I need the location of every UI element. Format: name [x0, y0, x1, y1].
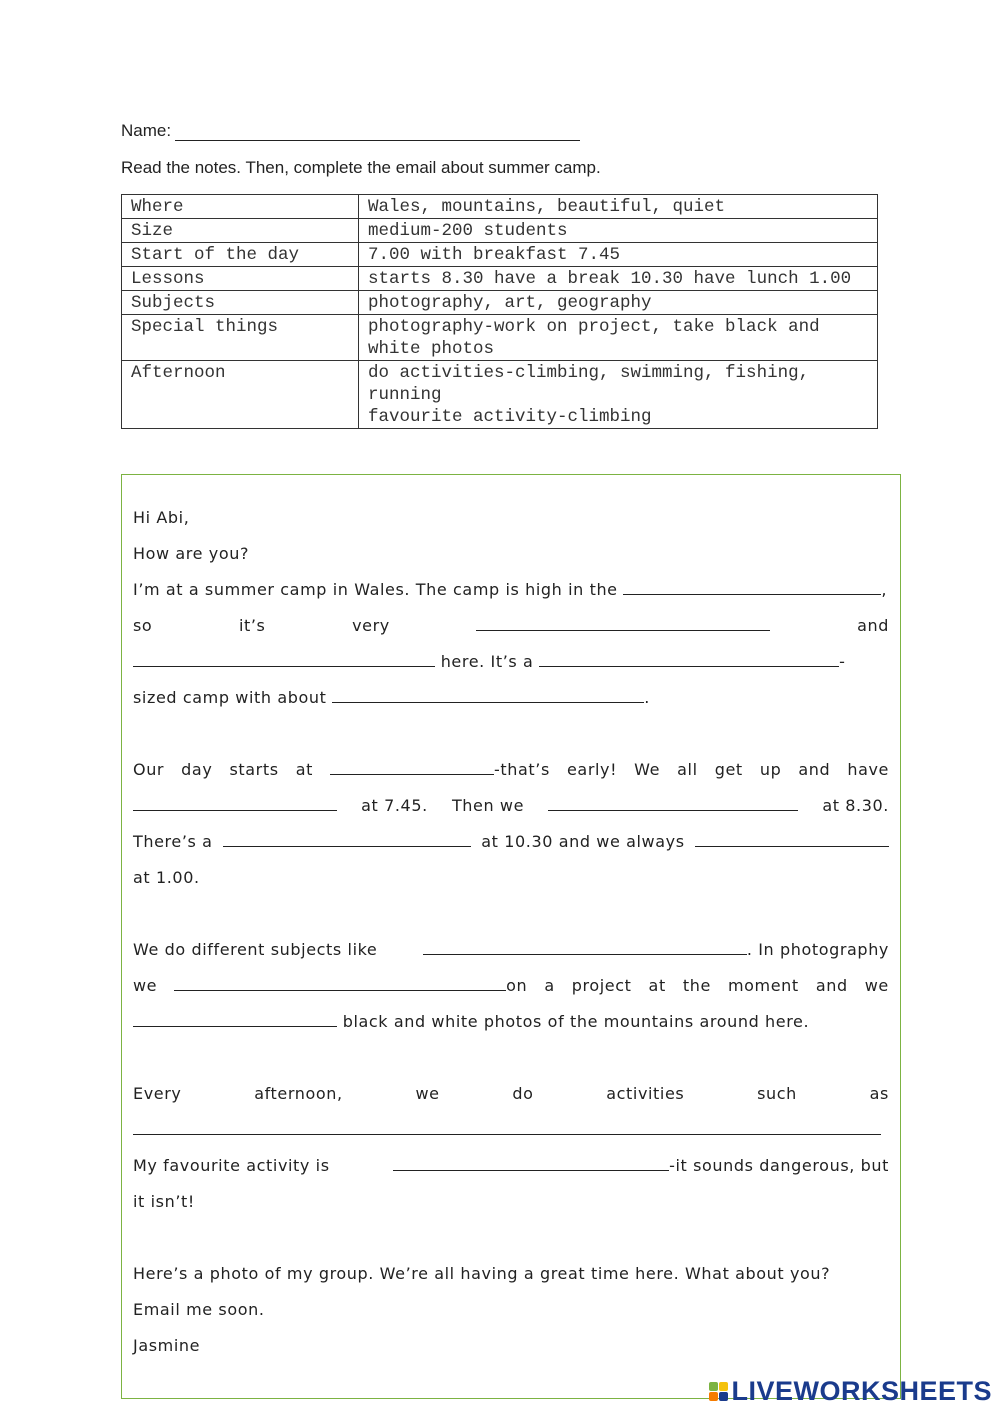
- email-text: My favourite activity is: [133, 1156, 330, 1175]
- table-row: [122, 195, 878, 219]
- email-line: [133, 580, 887, 600]
- notes-value: Wales, mountains, beautiful, quiet: [359, 195, 878, 219]
- email-text: do: [512, 1084, 534, 1103]
- email-line: [133, 652, 845, 672]
- name-label: Name:: [121, 121, 172, 140]
- answer-blank-lessons[interactable]: [548, 796, 798, 811]
- email-line: [133, 976, 889, 996]
- table-row: [122, 243, 878, 267]
- email-line: [133, 760, 889, 780]
- email-line: Email me soon.: [133, 1300, 265, 1319]
- email-box: [121, 474, 901, 1399]
- email-line: it isn’t!: [133, 1192, 195, 1211]
- notes-value: photography, art, geography: [359, 291, 878, 315]
- answer-blank-breakfast[interactable]: [133, 796, 337, 811]
- notes-table: [121, 194, 878, 429]
- notes-value: 7.00 with breakfast 7.45: [359, 243, 878, 267]
- email-text: -that’s: [494, 760, 550, 779]
- email-line: [133, 796, 889, 816]
- notes-key: Lessons: [122, 267, 359, 291]
- email-line: [133, 832, 889, 852]
- email-text: at: [648, 976, 666, 995]
- email-text: all: [677, 760, 698, 779]
- table-row: [122, 219, 878, 243]
- name-blank[interactable]: [175, 124, 580, 141]
- notes-value-line: do activities-climbing, swimming, fishing, running: [368, 363, 810, 405]
- answer-blank-students[interactable]: [332, 688, 644, 703]
- answer-blank-activities[interactable]: [133, 1120, 881, 1135]
- email-line: [133, 1084, 889, 1104]
- email-text: here. It’s a: [440, 652, 534, 671]
- email-text: at: [295, 760, 313, 779]
- email-text: Then we: [451, 796, 525, 815]
- answer-blank-take[interactable]: [133, 1012, 337, 1027]
- email-text: we: [415, 1084, 440, 1103]
- email-text: at 8.30.: [822, 796, 889, 815]
- email-how-are-you: How are you?: [133, 544, 250, 563]
- answer-blank-mountains[interactable]: [623, 580, 881, 595]
- email-text: at 10.30 and we always: [481, 832, 685, 851]
- email-text: it’s: [238, 616, 266, 635]
- email-line: [133, 1012, 809, 1032]
- email-text: early!: [566, 760, 618, 779]
- answer-blank-start-time[interactable]: [330, 760, 494, 775]
- notes-key: Afternoon: [122, 361, 359, 429]
- email-text: project: [571, 976, 632, 995]
- email-text: -: [839, 652, 846, 671]
- email-text: at 7.45.: [361, 796, 428, 815]
- table-row: [122, 315, 878, 361]
- email-text: and: [815, 976, 848, 995]
- liveworksheets-logo: [709, 1376, 992, 1407]
- email-text: .: [644, 688, 650, 707]
- email-line: Here’s a photo of my group. We’re all having a great time here. What about you?: [133, 1264, 831, 1283]
- notes-key: Where: [122, 195, 359, 219]
- table-row: [122, 267, 878, 291]
- email-text: a: [544, 976, 555, 995]
- logo-mark-icon: [709, 1382, 728, 1401]
- notes-key: Size: [122, 219, 359, 243]
- email-text: -it sounds dangerous, but: [669, 1156, 889, 1175]
- email-text: on: [506, 976, 528, 995]
- email-text: as: [869, 1084, 889, 1103]
- answer-blank-subjects[interactable]: [423, 940, 747, 955]
- email-text: up: [759, 760, 782, 779]
- notes-value: [359, 361, 878, 429]
- email-text: There’s a: [133, 832, 213, 851]
- email-greeting: Hi Abi,: [133, 508, 190, 527]
- notes-value-line: favourite activity-climbing: [368, 407, 652, 427]
- email-text: We: [634, 760, 661, 779]
- email-text: . In photography: [746, 940, 889, 959]
- email-text: afternoon,: [254, 1084, 343, 1103]
- answer-blank-lunch[interactable]: [695, 832, 889, 847]
- answer-blank-quiet[interactable]: [133, 652, 435, 667]
- email-line: at 1.00.: [133, 868, 200, 887]
- email-line: [133, 688, 650, 708]
- email-text: so: [133, 616, 153, 635]
- email-text: I’m at a summer camp in Wales. The camp is high in the: [133, 580, 618, 599]
- table-row: [122, 361, 878, 429]
- email-line: [133, 1156, 889, 1176]
- notes-key: Start of the day: [122, 243, 359, 267]
- notes-value: medium-200 students: [359, 219, 878, 243]
- email-text: sized camp with about: [133, 688, 327, 707]
- email-text: We do different subjects like: [133, 940, 378, 959]
- email-line: [133, 616, 889, 636]
- email-text: such: [757, 1084, 797, 1103]
- answer-blank-break[interactable]: [223, 832, 471, 847]
- instructions: Read the notes. Then, complete the email about summer camp.: [121, 158, 601, 177]
- email-text: very: [352, 616, 390, 635]
- email-text: Our: [133, 760, 165, 779]
- table-row: [122, 291, 878, 315]
- email-text: starts: [229, 760, 279, 779]
- notes-value: photography-work on project, take black and white photos: [359, 315, 878, 361]
- email-text: and: [857, 616, 889, 635]
- notes-value: starts 8.30 have a break 10.30 have lunch 1.00: [359, 267, 878, 291]
- answer-blank-favourite[interactable]: [393, 1156, 669, 1171]
- email-text: and: [798, 760, 831, 779]
- email-text: have: [847, 760, 889, 779]
- notes-key: Special things: [122, 315, 359, 361]
- notes-key: Subjects: [122, 291, 359, 315]
- email-text: we: [864, 976, 889, 995]
- email-line: [133, 1120, 881, 1140]
- email-text: the: [682, 976, 711, 995]
- email-text: ,: [881, 580, 888, 599]
- email-line: [133, 940, 889, 960]
- logo-text: LIVEWORKSHEETS: [731, 1376, 992, 1406]
- email-text: moment: [727, 976, 799, 995]
- answer-blank-beautiful[interactable]: [476, 616, 770, 631]
- email-text: we: [133, 976, 158, 995]
- answer-blank-medium[interactable]: [539, 652, 839, 667]
- email-text: black and white photos of the mountains around here.: [342, 1012, 810, 1031]
- email-text: get: [714, 760, 743, 779]
- email-signoff: Jasmine: [133, 1336, 201, 1355]
- email-text: activities: [606, 1084, 685, 1103]
- email-text: day: [181, 760, 213, 779]
- answer-blank-work[interactable]: [174, 976, 506, 991]
- email-text: Every: [133, 1084, 182, 1103]
- name-field: [121, 121, 580, 141]
